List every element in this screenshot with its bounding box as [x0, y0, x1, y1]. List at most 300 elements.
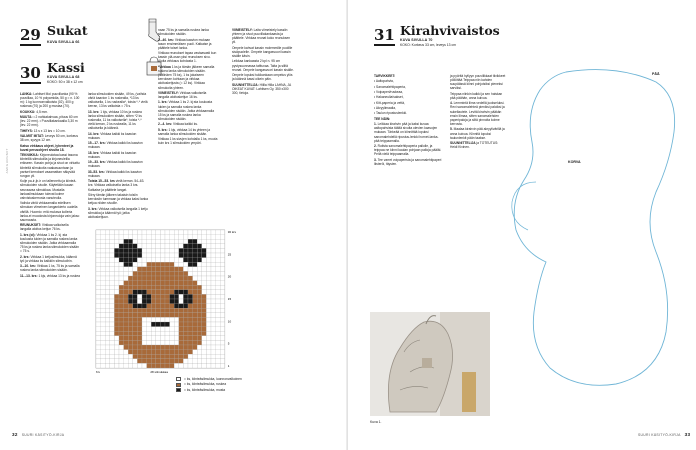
paragraph-heading: 2.–40. krs:	[158, 37, 175, 42]
chart-cell	[110, 308, 115, 313]
chart-cell	[179, 239, 184, 244]
chart-cell	[183, 317, 188, 322]
chart-cell	[124, 294, 129, 299]
legend-swatch	[176, 383, 181, 387]
chart-cell	[197, 281, 202, 286]
chart-cell	[202, 258, 207, 263]
paragraph-text: • Sanomalehtipaperia,	[374, 84, 406, 89]
paragraph	[88, 110, 148, 131]
chart-cell	[119, 253, 124, 258]
chart-cell	[151, 285, 156, 290]
chart-cell	[165, 317, 170, 322]
paragraph-text: Virkkaa kaikki ks kaavion mukaan.	[88, 141, 143, 150]
chart-cell	[174, 345, 179, 350]
chart-cell	[211, 327, 216, 332]
chart-cell	[128, 350, 133, 355]
chart-cell	[160, 262, 165, 267]
chart-cell	[188, 340, 193, 345]
paragraph-heading: 18. krs:	[88, 150, 101, 155]
chart-cell	[147, 230, 152, 235]
chart-cell	[160, 354, 165, 359]
chart-cell	[137, 313, 142, 318]
paragraph-heading: 14. krs:	[88, 131, 101, 136]
chart-cell	[156, 327, 161, 332]
chart-cell	[133, 363, 138, 368]
chart-cell	[211, 239, 216, 244]
chart-cell	[160, 304, 165, 309]
chart-cell	[183, 244, 188, 249]
chart-cell	[156, 276, 161, 281]
chart-cell	[220, 253, 225, 258]
chart-cell	[206, 248, 211, 253]
chart-cell	[193, 345, 198, 350]
giraffe-template-outline	[506, 62, 682, 392]
chart-cell	[211, 258, 216, 263]
chart-cell	[206, 317, 211, 322]
chart-cell	[96, 294, 101, 299]
chart-cell	[160, 350, 165, 355]
chart-cell	[211, 313, 216, 318]
chart-cell	[96, 322, 101, 327]
chart-cell	[151, 354, 156, 359]
chart-cell	[165, 327, 170, 332]
chart-cell	[137, 253, 142, 258]
chart-cell	[165, 350, 170, 355]
chart-cell	[165, 281, 170, 286]
chart-cell	[96, 327, 101, 332]
paragraph-heading: 5. krs:	[158, 127, 169, 132]
chart-cell	[114, 271, 119, 276]
chart-cell	[202, 299, 207, 304]
chart-cell	[101, 359, 106, 364]
chart-cell	[151, 308, 156, 313]
chart-cell	[119, 327, 124, 332]
chart-cell	[156, 340, 161, 345]
chart-cell	[197, 317, 202, 322]
chart-cell	[179, 267, 184, 272]
chart-cell	[128, 248, 133, 253]
chart-cell	[147, 359, 152, 364]
chart-cell	[96, 359, 101, 364]
chart-cell	[133, 327, 138, 332]
chart-cell	[220, 285, 225, 290]
chart-cell	[142, 350, 147, 355]
chart-cell	[216, 299, 221, 304]
chart-cell	[197, 304, 202, 309]
chart-cell	[211, 235, 216, 240]
paragraph-text: 1 kjs, virkkaa 13 ks ja ruskea	[38, 273, 80, 278]
chart-cell	[174, 253, 179, 258]
chart-cell	[124, 317, 129, 322]
paragraph-text: Virkkaa kaikki ks.	[173, 122, 198, 127]
chart-cell	[101, 271, 106, 276]
chart-cell	[137, 308, 142, 313]
chart-cell	[160, 239, 165, 244]
chart-cell	[147, 285, 152, 290]
chart-cell	[137, 271, 142, 276]
legend-label: = ks, kiinteäsilmukka, musta	[184, 387, 226, 392]
chart-cell	[110, 239, 115, 244]
chart-cell	[101, 248, 106, 253]
right-footer	[638, 432, 690, 437]
chart-row-label: 1	[227, 364, 230, 368]
chart-cell	[193, 322, 198, 327]
paragraph-heading: 19.–33. krs:	[88, 160, 107, 165]
chart-cell	[206, 239, 211, 244]
chart-cell	[128, 313, 133, 318]
chart-cell	[142, 359, 147, 364]
paragraph-heading: REUNUKSET:	[20, 223, 42, 228]
paragraph-text: ja TOTEUTUS: Heidi Kivinen.	[450, 141, 499, 150]
chart-column-label: 28 silmukkaa	[150, 370, 168, 374]
chart-cell	[133, 253, 138, 258]
chart-cell	[151, 322, 156, 327]
chart-cell	[165, 258, 170, 263]
chart-cell	[105, 253, 110, 258]
right-column-2	[450, 74, 506, 151]
chart-cell	[147, 290, 152, 295]
chart-cell	[160, 322, 165, 327]
chart-cell	[202, 271, 207, 276]
paragraph	[374, 158, 442, 166]
chart-cell	[142, 281, 147, 286]
chart-cell	[160, 345, 165, 350]
left-column-1	[20, 92, 80, 279]
chart-cell	[151, 345, 156, 350]
chart-cell	[156, 281, 161, 286]
paragraph	[374, 95, 442, 99]
chart-cell	[216, 359, 221, 364]
paragraph-heading: TEKNIIKKA:	[20, 153, 40, 158]
chart-cell	[174, 285, 179, 290]
chart-cell	[142, 244, 147, 249]
chart-cell	[128, 276, 133, 281]
chart-cell	[128, 285, 133, 290]
chart-cell	[147, 253, 152, 258]
chart-cell	[193, 267, 198, 272]
chart-cell	[124, 276, 129, 281]
paragraph-heading: 4.	[450, 101, 454, 106]
paragraph-text: Virkkaa kaikki ks kaavion mukaan.	[88, 169, 142, 178]
chart-cell	[119, 290, 124, 295]
chart-cell	[96, 230, 101, 235]
chart-cell	[188, 304, 193, 309]
chart-cell	[193, 317, 198, 322]
chart-cell	[193, 276, 198, 281]
paragraph	[20, 144, 80, 152]
chart-cell	[96, 281, 101, 286]
chart-cell	[179, 258, 184, 263]
chart-cell	[216, 276, 221, 281]
chart-cell	[188, 230, 193, 235]
paragraph-heading: 13. krs:	[88, 109, 101, 114]
chart-cell	[206, 262, 211, 267]
paragraph-text: Virkkaa 1 ks 2. kj :sta koukusta lukien ja samalla ruskea lanka silmukoiden sisään. Jatka virkkaamalla 75 ks ja ruskea lanka silmukoiden sisään = 75 s.	[20, 232, 79, 254]
chart-cell	[105, 308, 110, 313]
chart-cell	[160, 230, 165, 235]
chart-cell	[211, 317, 216, 322]
paragraph-text: Virkkaa valkoisella langalla aloitus ketjun 76 ks.	[20, 223, 69, 232]
left-column-2	[88, 92, 148, 220]
chart-cell	[202, 345, 207, 350]
chart-cell	[165, 271, 170, 276]
chart-cell	[216, 313, 221, 318]
chart-cell	[147, 267, 152, 272]
chart-cell	[170, 253, 175, 258]
paragraph-text: Lahtiset Moi puuvillanka (90 % puuvillaa, 10 % polyamidia, 50 g = n. 100 m): 1 kg luonnonvalkoista (02), 400 g ruskeaa (70) ja 200 g mustaa (70).	[20, 92, 80, 109]
chart-cell	[170, 363, 175, 368]
chart-cell	[114, 253, 119, 258]
chart-cell	[124, 235, 129, 240]
chart-cell	[202, 327, 207, 332]
project-30-title: Kassi	[47, 60, 85, 75]
chart-cell	[170, 244, 175, 249]
pattern-label-ear: KORVA	[568, 160, 581, 164]
chart-cell	[216, 244, 221, 249]
chart-cell	[183, 239, 188, 244]
chart-cell	[160, 336, 165, 341]
chart-cell	[211, 267, 216, 272]
chart-cell	[110, 345, 115, 350]
chart-cell	[128, 317, 133, 322]
left-footer-text: SUURI KÄSITYÖ-KIRJA	[21, 433, 65, 437]
chart-cell	[128, 345, 133, 350]
paragraph	[450, 127, 506, 139]
chart-cell	[183, 340, 188, 345]
paragraph	[88, 207, 148, 219]
chart-cell	[156, 294, 161, 299]
chart-cell	[128, 281, 133, 286]
chart-cell	[188, 336, 193, 341]
chart-cell	[183, 262, 188, 267]
chart-cell	[151, 304, 156, 309]
paragraph-text: • Akryylimaalia,	[374, 106, 396, 111]
chart-cell	[147, 258, 152, 263]
chart-cell	[151, 363, 156, 368]
chart-cell	[206, 230, 211, 235]
chart-cell	[220, 248, 225, 253]
chart-cell	[124, 308, 129, 313]
chart-cell	[220, 350, 225, 355]
chart-cell	[142, 345, 147, 350]
chart-cell	[96, 258, 101, 263]
chart-cell	[174, 304, 179, 309]
chart-cell	[96, 317, 101, 322]
chart-cell	[188, 331, 193, 336]
chart-cell	[206, 267, 211, 272]
chart-cell	[142, 276, 147, 281]
chart-cell	[197, 354, 202, 359]
chart-cell	[193, 290, 198, 295]
chart-cell	[197, 244, 202, 249]
paragraph	[374, 144, 442, 156]
chart-cell	[137, 294, 142, 299]
chart-cell	[170, 262, 175, 267]
chart-cell	[174, 290, 179, 295]
chart-cell	[114, 304, 119, 309]
chart-cell	[170, 248, 175, 253]
chart-cell	[197, 350, 202, 355]
chart-cell	[160, 331, 165, 336]
chart-cell	[105, 230, 110, 235]
paragraph	[450, 101, 506, 126]
paragraph-heading: SUUNNITTELIJA	[450, 141, 477, 146]
chart-cell	[170, 290, 175, 295]
chart-cell	[142, 313, 147, 318]
paragraph	[374, 90, 442, 94]
chart-cell	[133, 345, 138, 350]
chart-cell	[160, 340, 165, 345]
chart-cell	[160, 317, 165, 322]
chart-cell	[170, 322, 175, 327]
chart-cell	[170, 258, 175, 263]
chart-cell	[179, 294, 184, 299]
paragraph	[158, 65, 218, 90]
chart-cell	[193, 336, 198, 341]
chart-cell	[110, 244, 115, 249]
chart-cell	[128, 267, 133, 272]
chart-cell	[174, 248, 179, 253]
chart-cell	[188, 281, 193, 286]
chart-cell	[128, 340, 133, 345]
chart-cell	[206, 354, 211, 359]
chart-cell	[137, 350, 142, 355]
chart-cell	[179, 331, 184, 336]
chart-cell	[193, 258, 198, 263]
chart-cell	[147, 327, 152, 332]
right-column-1	[374, 74, 442, 167]
chart-cell	[110, 294, 115, 299]
chart-cell	[188, 294, 193, 299]
chart-cell	[206, 363, 211, 368]
chart-cell	[160, 308, 165, 313]
chart-cell	[179, 354, 184, 359]
chart-cell	[110, 304, 115, 309]
chart-cell	[142, 253, 147, 258]
chart-cell	[220, 345, 225, 350]
chart-cell	[147, 354, 152, 359]
paragraph-text: Virkkaa 1 ketjusilmukka, käännä työ ja virkkaa ks kaikkiin silmukoihin.	[20, 254, 77, 263]
chart-cell	[114, 363, 119, 368]
chart-cell	[124, 363, 129, 368]
chart-cell	[147, 308, 152, 313]
chart-cell	[170, 327, 175, 332]
paragraph	[374, 79, 442, 83]
paragraph-heading: TARVIKKEET:	[374, 74, 396, 78]
paragraph-text: Teippaa niinkin kaikki ja sen haiskan pää päähän, anna kuivua.	[450, 91, 503, 100]
paragraph-text: 13 s x 13 krs = 10 cm.	[33, 128, 66, 133]
chart-cell	[220, 363, 225, 368]
paragraph-text: 1 ks ja tämän jälkeen samalla ruskea lanka silmukoiden sisään. (Välinäen 75 ks), 1 ks jokaiseen kerroksen kohtaan ja virkkaa aloitusketjusta (= 12 ks). Virkkaa silmukoita yhteen.	[158, 64, 215, 90]
chart-cell	[156, 322, 161, 327]
chart-cell	[188, 327, 193, 332]
paragraph-text: ja pyöritä hyllyyn pouvilikkaat tiivikkeet pöllöttää Teippaa niin kahden suupäässä kiinni pohjoisiksi pieneksi sarviksi.	[450, 74, 506, 91]
paragraph-heading: 3.	[374, 157, 378, 162]
chart-cell	[156, 354, 161, 359]
chart-cell	[211, 322, 216, 327]
paragraph-text: Maalaa kirahvin pää akryylivärillä ja anna kuivua. Kiinnitä lopuksi taulunlenkit pään taakse.	[450, 127, 505, 140]
chart-cell	[137, 285, 142, 290]
chart-cell	[124, 258, 129, 263]
photo-caption: Kuva 1.	[370, 420, 382, 424]
chart-cell	[179, 313, 184, 318]
chart-cell	[119, 248, 124, 253]
paragraph-heading: MUUTA:	[20, 115, 34, 120]
chart-cell	[142, 235, 147, 240]
paragraph-text: Vaihda väriä virkkaamalla edellisen silmukan viimeinen langankierto uudella värillä. Huomio: eriä mukava kolleria lanka-ei muodosta kirjoneuloja vain jakso saumausta.	[20, 201, 80, 222]
chart-cell	[174, 267, 179, 272]
chart-cell	[142, 267, 147, 272]
chart-cell	[151, 327, 156, 332]
paragraph-heading: 11.–13. krs:	[20, 273, 39, 278]
paragraph-text: • Hakaneulia/sakset,	[374, 95, 404, 100]
chart-cell	[160, 294, 165, 299]
chart-cell	[174, 322, 179, 327]
chart-cell	[220, 317, 225, 322]
left-column-4	[232, 28, 294, 96]
legend-label: = ks, kiinteäsilmukka, ruskea	[184, 382, 227, 387]
chart-cell	[188, 313, 193, 318]
paragraph	[232, 28, 294, 45]
chart-cell	[96, 290, 101, 295]
chart-cell	[142, 304, 147, 309]
chart-cell	[170, 230, 175, 235]
chart-cell	[119, 350, 124, 355]
chart-cell	[165, 299, 170, 304]
chart-cell	[216, 331, 221, 336]
chart-cell	[147, 248, 152, 253]
paragraph	[374, 106, 442, 110]
chart-cell	[128, 294, 133, 299]
chart-cell	[119, 244, 124, 249]
chart-cell	[206, 281, 211, 286]
chart-cell	[133, 350, 138, 355]
chart-cell	[128, 354, 133, 359]
chart-cell	[114, 331, 119, 336]
chart-cell	[174, 308, 179, 313]
chart-cell	[179, 262, 184, 267]
chart-cell	[151, 230, 156, 235]
paragraph-heading: TIHEYS:	[20, 128, 34, 133]
chart-cell	[197, 345, 202, 350]
chart-cell	[156, 290, 161, 295]
paragraph-heading: VALMIIT MITAT:	[20, 134, 45, 139]
chart-cell	[202, 359, 207, 364]
paragraph-text: Leikkaa kankaasta 2 kpl n. 95 cm pystysuunnassa taittuvaa. Taita ja silitä reunat. Ompele kangasvuori kassin sisälle.	[232, 59, 294, 72]
chart-cell	[137, 340, 142, 345]
chart-cell	[105, 294, 110, 299]
chart-cell	[151, 258, 156, 263]
right-footer-text: SUURI KÄSITYÖ-KIRJA	[638, 433, 681, 437]
chart-cell	[101, 336, 106, 341]
chart-cell	[105, 290, 110, 295]
chart-cell	[174, 281, 179, 286]
chart-cell	[142, 354, 147, 359]
chart-cell	[202, 281, 207, 286]
chart-cell	[211, 262, 216, 267]
chart-cell	[142, 262, 147, 267]
paragraph	[158, 122, 218, 126]
chart-cell	[114, 317, 119, 322]
chart-cell	[197, 313, 202, 318]
chart-cell	[96, 271, 101, 276]
chart-cell	[137, 317, 142, 322]
chart-cell	[110, 322, 115, 327]
chart-cell	[128, 235, 133, 240]
paragraph-text: Virkkaa kaikki ks kaavion mukaan.	[88, 131, 137, 140]
chart-cell	[142, 230, 147, 235]
chart-row-label: 5	[227, 341, 230, 346]
